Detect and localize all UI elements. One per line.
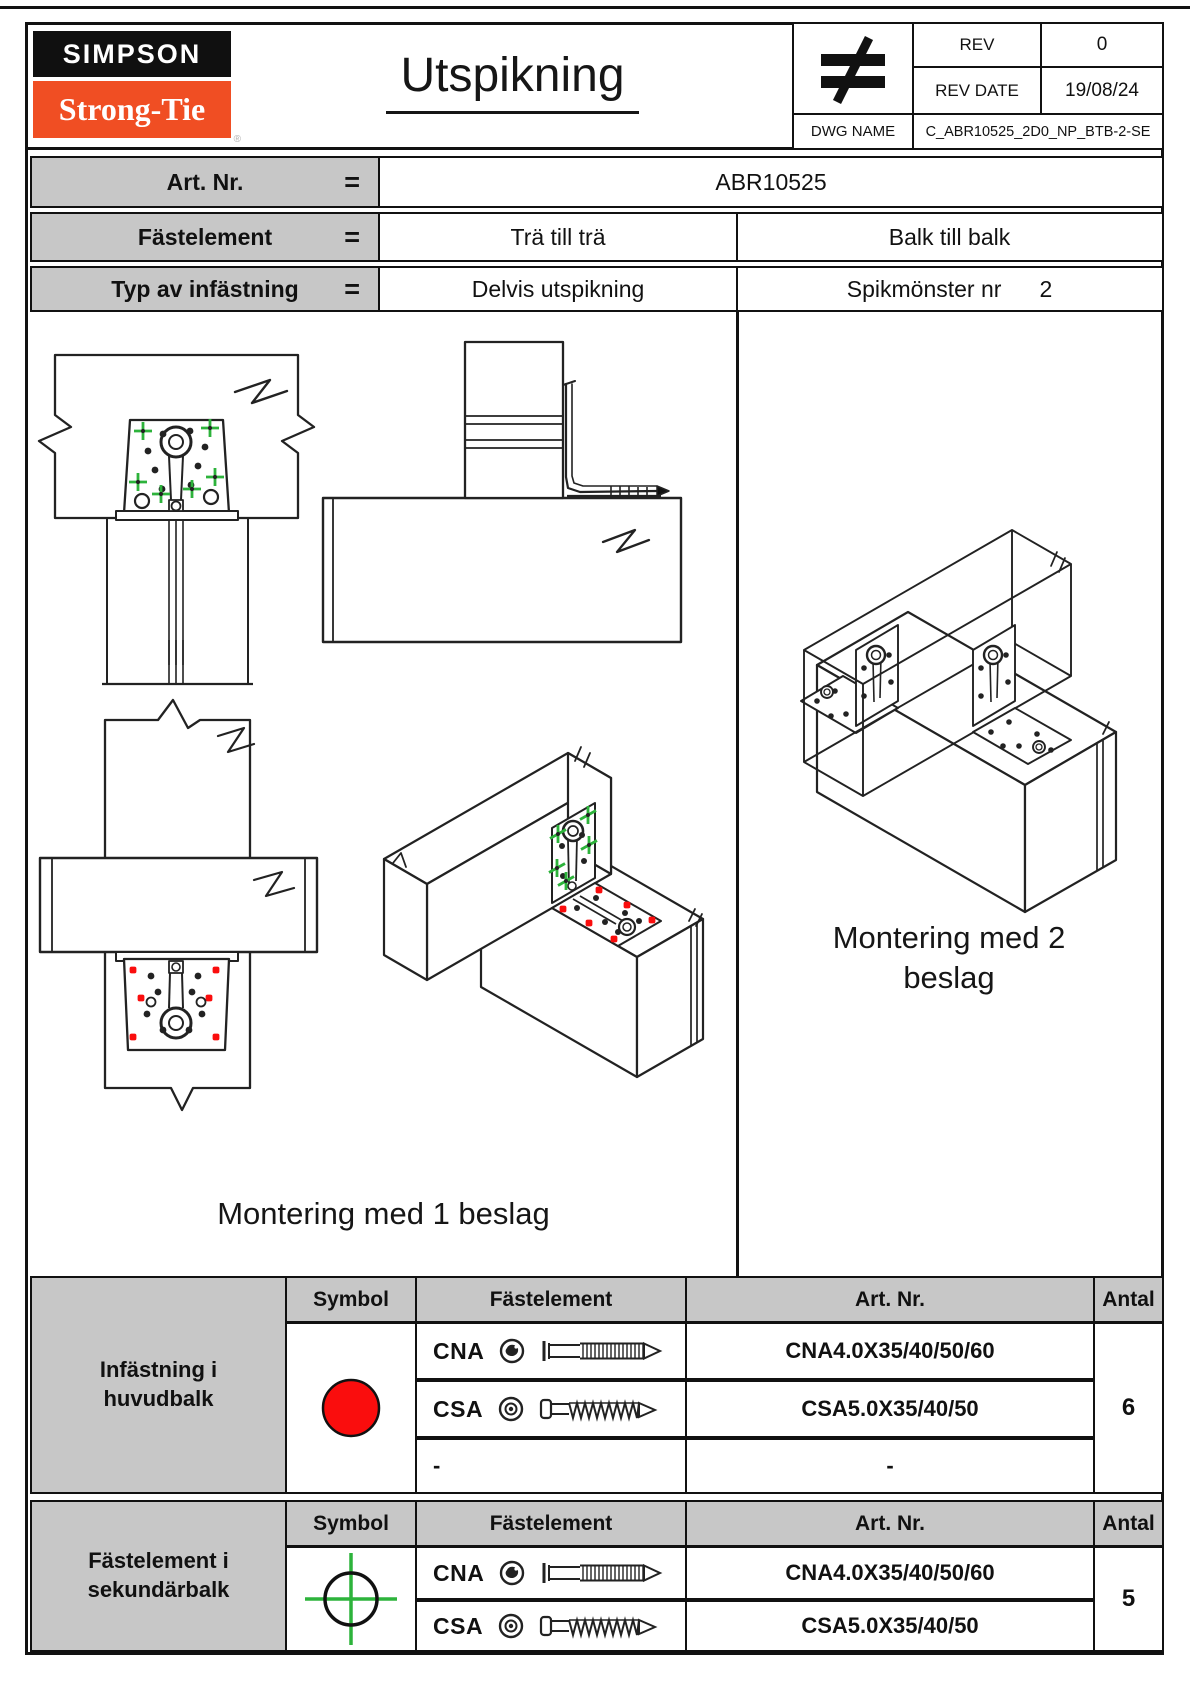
table2-antal-cell: 5 [1093, 1546, 1164, 1652]
info-fast-label-cell [30, 212, 380, 262]
table1-header-symbol: Symbol [285, 1276, 417, 1324]
table2-row-csa-fastener [415, 1600, 687, 1652]
cna-head-icon [497, 1558, 527, 1588]
caption-right-line1: Montering med 2 [832, 920, 1066, 955]
info-typ-label: Typ av infästning [111, 275, 299, 302]
fastener-name: CSA [433, 1612, 484, 1639]
table2-row-cna-fastener [415, 1546, 687, 1600]
table2-header-artnr: Art. Nr. [685, 1500, 1095, 1548]
not-equal-cell [792, 22, 914, 115]
table2-label-line1: Fästelement i [88, 1548, 229, 1574]
info-fast-value-right: Balk till balk [888, 223, 1011, 250]
info-art-label-cell [30, 156, 380, 208]
caption-right [737, 918, 1161, 999]
info-fast-value-left-cell [378, 212, 738, 262]
rev-value: 0 [1096, 34, 1108, 55]
table2-symbol-cell [285, 1546, 417, 1652]
table1-row-dash-artnr: - [685, 1438, 1095, 1494]
info-typ-value-left: Delvis utspikning [471, 275, 645, 302]
drawing-divider [736, 312, 739, 1276]
caption-left: Montering med 1 beslag [217, 1196, 550, 1231]
wood-screw-icon [539, 1396, 667, 1422]
table1-row-cna-fastener [415, 1322, 687, 1380]
table1-header-antal: Antal [1093, 1276, 1164, 1324]
fastener-name: CNA [433, 1337, 485, 1364]
table2-row-csa-artnr: CSA5.0X35/40/50 [685, 1600, 1095, 1652]
rev-date-value-cell [1040, 66, 1164, 115]
rev-label: REV [959, 35, 995, 54]
logo-simpson: SIMPSON [33, 31, 231, 77]
table1-row-label-cell [30, 1276, 287, 1494]
info-typ-value-right: Spikmönster nr [846, 275, 1002, 302]
table1-row-dash-fastener: - [415, 1438, 687, 1494]
logo-strongtie: Strong-Tie [33, 81, 231, 138]
info-typ-value-right-cell [736, 266, 1164, 312]
table1-antal-cell: 6 [1093, 1322, 1164, 1494]
drawing-front-view [30, 330, 330, 665]
drawing-iso-one-bracket [345, 685, 735, 1185]
equals-sign: = [344, 221, 360, 252]
table1-row-cna-artnr: CNA4.0X35/40/50/60 [685, 1322, 1095, 1380]
page-title: Utspikning [386, 48, 638, 114]
table1-label-line1: Infästning i [99, 1357, 218, 1383]
info-typ-value-num: 2 [1039, 275, 1053, 302]
info-art-value: ABR10525 [715, 168, 827, 195]
not-equal-icon [807, 32, 899, 106]
table2-header-antal: Antal [1093, 1500, 1164, 1548]
drawing-cross-view [30, 640, 330, 1115]
ring-shank-nail-icon [540, 1338, 668, 1364]
rev-label-cell [912, 22, 1042, 68]
cna-head-icon [497, 1336, 527, 1366]
table1-symbol-cell [285, 1322, 417, 1494]
dwg-name-label: DWG NAME [810, 123, 896, 140]
table2-label-line2: sekundärbalk [87, 1577, 230, 1602]
table1-row-csa-fastener [415, 1380, 687, 1438]
table1-header-artnr: Art. Nr. [685, 1276, 1095, 1324]
logo-registered-mark: ® [233, 134, 241, 145]
green-crosshair-icon [299, 1549, 403, 1649]
equals-sign: = [344, 166, 360, 197]
info-art-label: Art. Nr. [166, 168, 244, 195]
rev-date-value: 19/08/24 [1065, 79, 1139, 101]
table1-row-csa-artnr: CSA5.0X35/40/50 [685, 1380, 1095, 1438]
info-fast-value-right-cell [736, 212, 1164, 262]
table2-row-cna-artnr: CNA4.0X35/40/50/60 [685, 1546, 1095, 1600]
top-edge-line [0, 6, 1190, 9]
ring-shank-nail-icon [540, 1560, 668, 1586]
caption-right-line2: beslag [903, 960, 995, 996]
logo [33, 31, 241, 145]
fastener-name: CSA [433, 1395, 484, 1422]
info-fast-value-left: Trä till trä [510, 223, 606, 250]
info-typ-value-left-cell [378, 266, 738, 312]
title-wrap [240, 42, 785, 120]
info-fast-label: Fästelement [137, 223, 273, 250]
csa-head-icon [496, 1394, 526, 1424]
table2-header-fastelement: Fästelement [415, 1500, 687, 1548]
wood-screw-icon [539, 1613, 667, 1639]
red-dot-icon [296, 1353, 406, 1463]
info-typ-label-cell [30, 266, 380, 312]
table2-row-label-cell [30, 1500, 287, 1652]
dwg-name-label-cell [792, 113, 914, 150]
drawing-side-view [315, 330, 735, 650]
rev-date-label-cell [912, 66, 1042, 115]
csa-head-icon [496, 1611, 526, 1641]
info-art-value-cell [378, 156, 1164, 208]
table1-header-fastelement: Fästelement [415, 1276, 687, 1324]
table2-header-symbol: Symbol [285, 1500, 417, 1548]
equals-sign: = [344, 273, 360, 304]
fastener-name: CNA [433, 1559, 485, 1586]
dwg-name-value-cell [912, 113, 1164, 150]
rev-date-label: REV DATE [935, 80, 1019, 100]
rev-value-cell [1040, 22, 1164, 68]
drawing-iso-two-brackets [751, 500, 1171, 940]
table1-label-line2: huvudbalk [103, 1386, 214, 1411]
dwg-name-value: C_ABR10525_2D0_NP_BTB-2-SE [925, 123, 1151, 140]
